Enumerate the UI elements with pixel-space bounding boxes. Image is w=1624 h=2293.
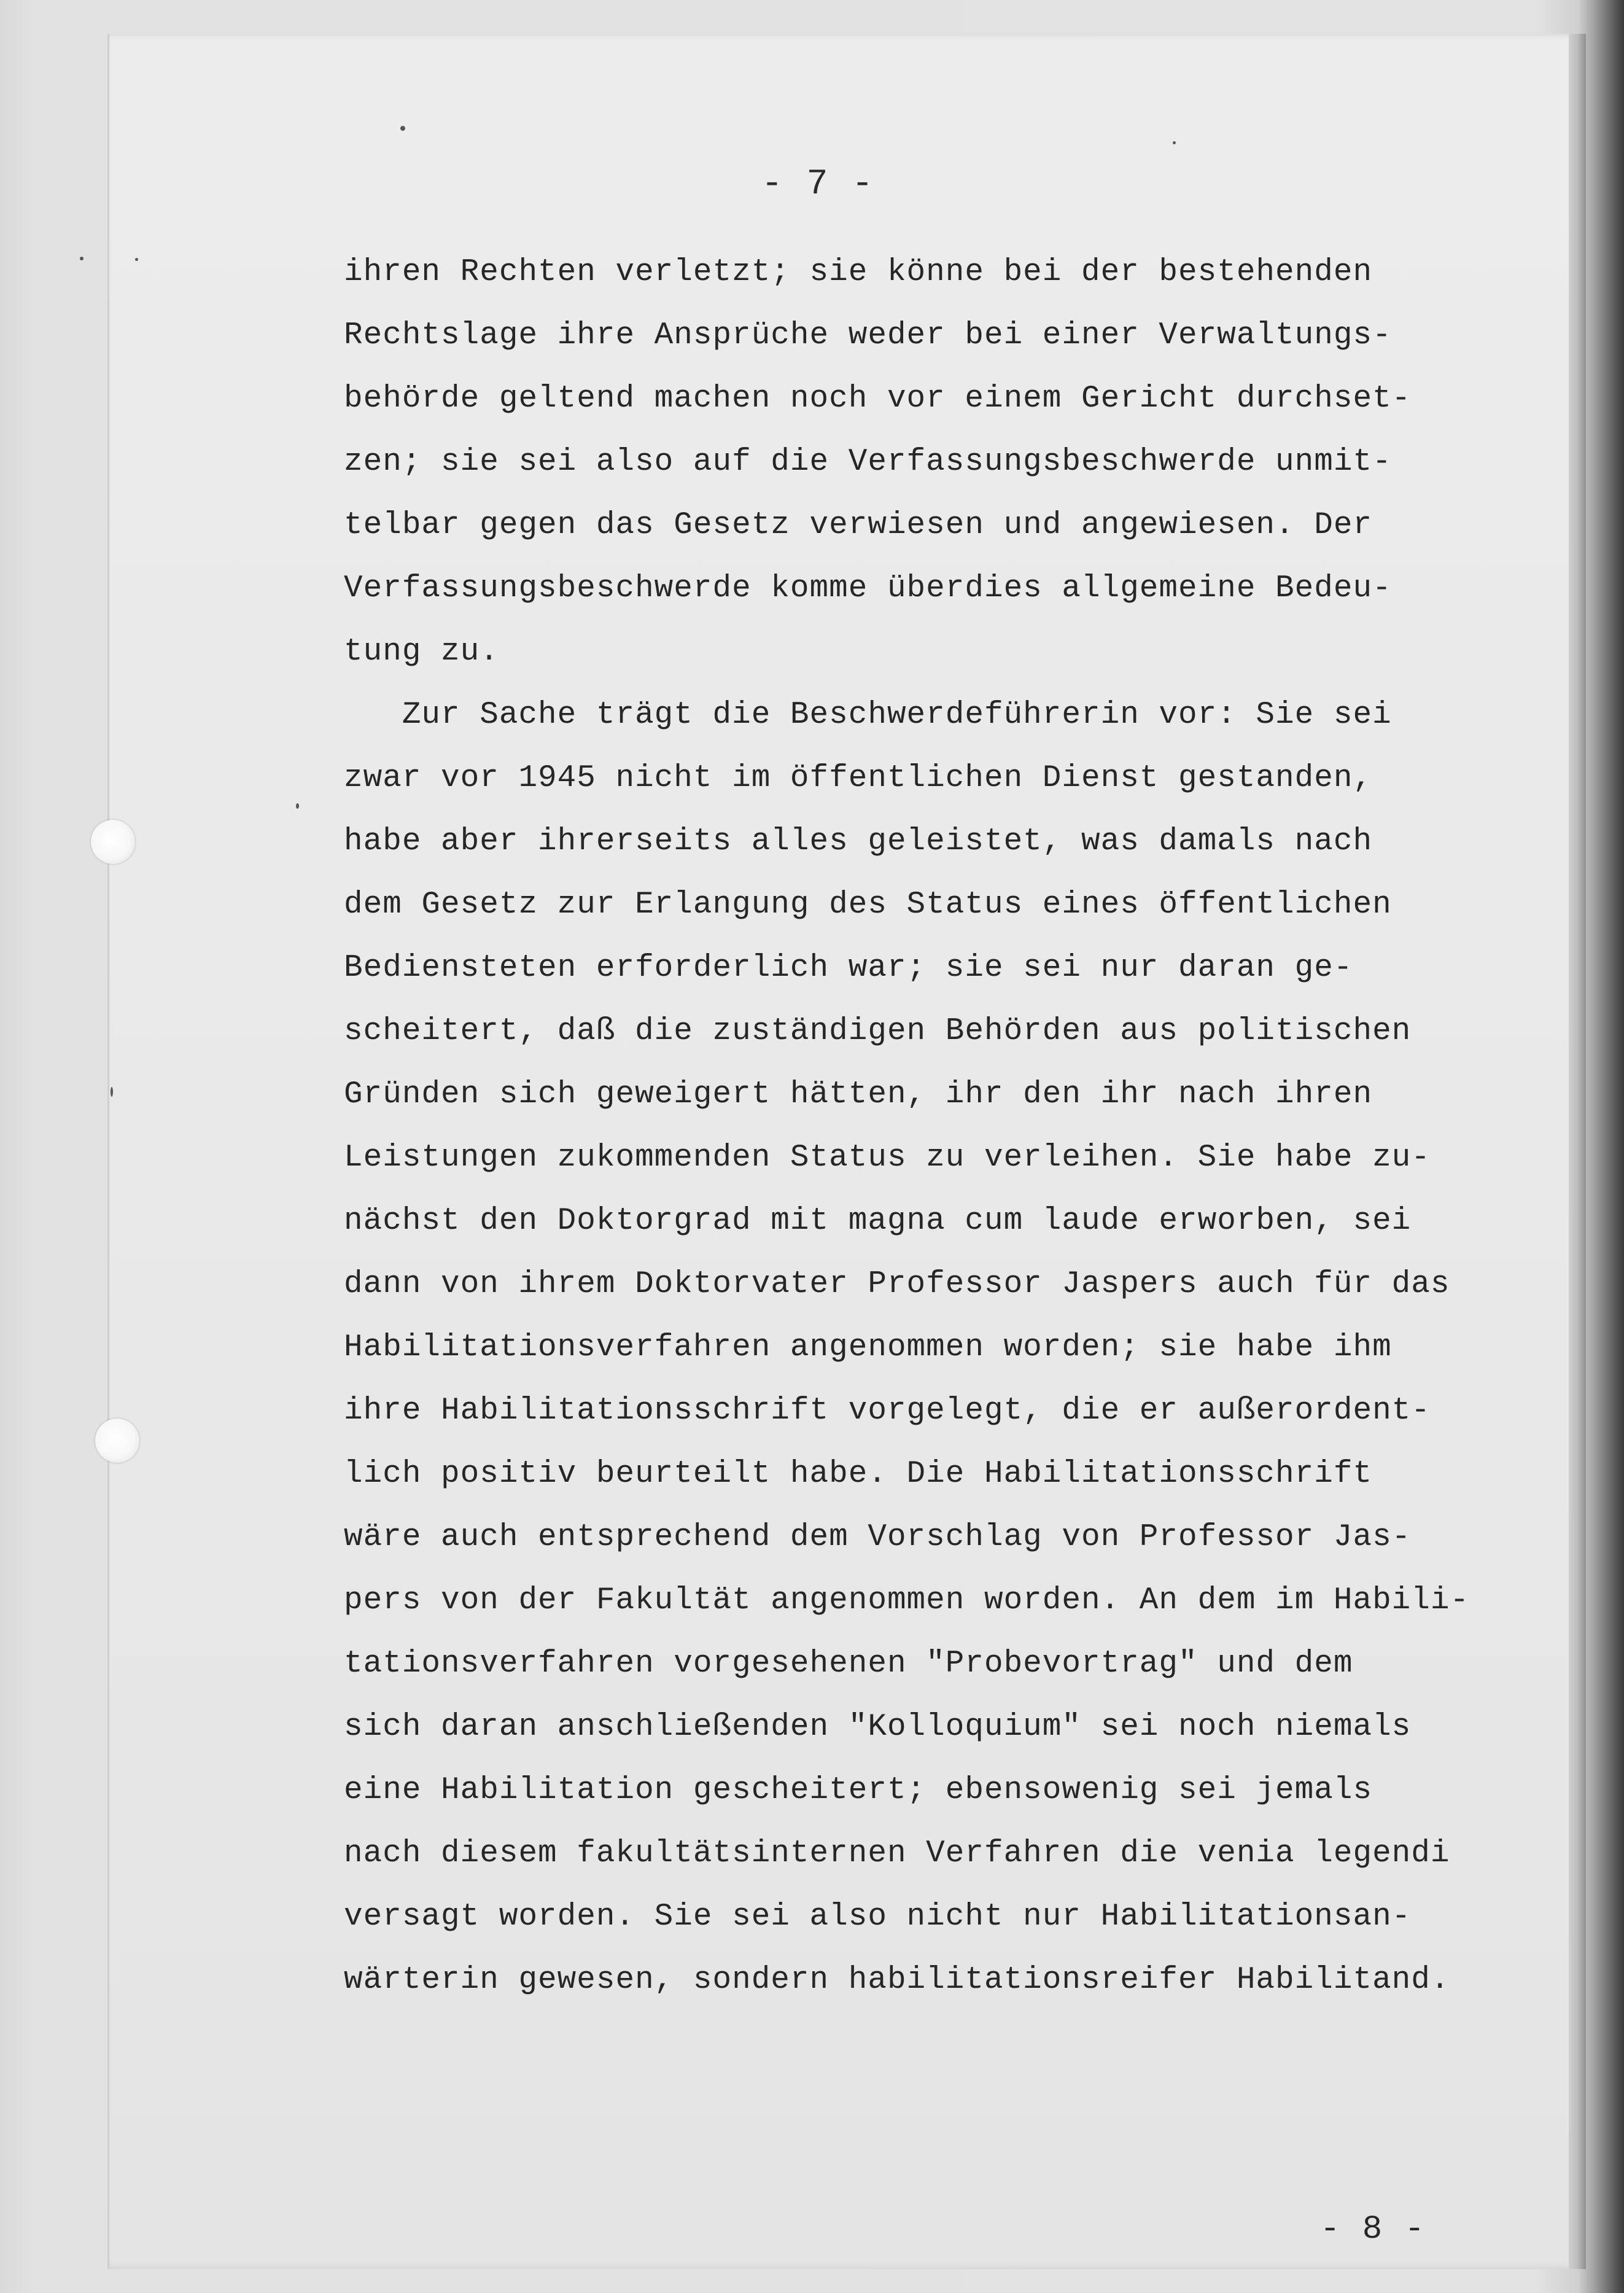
text-line: Rechtslage ihre Ansprüche weder bei einer Verwaltungs- [344, 318, 1392, 353]
text-line: nächst den Doktorgrad mit magna cum laude erworben, sei [344, 1204, 1412, 1239]
page-number: - 7 - [761, 165, 875, 204]
text-line: wärterin gewesen, sondern habilitationsreifer Habilitand. [344, 1963, 1450, 1998]
text-line: Verfassungsbeschwerde komme überdies allgemeine Bedeu- [344, 571, 1392, 606]
text-line: Gründen sich geweigert hätten, ihr den ihr nach ihren [344, 1077, 1373, 1112]
page-edge [1569, 34, 1586, 2269]
text-line: dem Gesetz zur Erlangung des Status eines öffentlichen [344, 887, 1392, 922]
speck [135, 258, 138, 261]
text-line: Habilitationsverfahren angenommen worden; sie habe ihm [344, 1330, 1392, 1365]
text-line: Bediensteten erforderlich war; sie sei nur daran ge- [344, 951, 1353, 986]
text-line: habe aber ihrerseits alles geleistet, was damals nach [344, 824, 1373, 859]
speck [296, 803, 299, 809]
text-line: pers von der Fakultät angenommen worden. An dem im Habili- [344, 1583, 1470, 1618]
text-line: Leistungen zukommenden Status zu verleihen. Sie habe zu- [344, 1140, 1431, 1175]
text-line: dann von ihrem Doktorvater Professor Jaspers auch für das [344, 1267, 1450, 1302]
catchword-next-page: - 8 - [1320, 2211, 1426, 2248]
speck [111, 1087, 113, 1097]
text-line: ihren Rechten verletzt; sie könne bei der bestehenden [344, 255, 1373, 290]
text-line: behörde geltend machen noch vor einem Gericht durchset- [344, 381, 1412, 416]
text-line: tung zu. [344, 634, 499, 669]
speck [80, 257, 84, 260]
text-line: versagt worden. Sie sei also nicht nur Habilitationsan- [344, 1899, 1412, 1934]
text-line: sich daran anschließenden "Kolloquium" sei noch niemals [344, 1710, 1412, 1745]
text-line: eine Habilitation gescheitert; ebensowenig sei jemals [344, 1773, 1373, 1808]
text-line: telbar gegen das Gesetz verwiesen und angewiesen. Der [344, 508, 1373, 543]
punch-hole-bottom [95, 1419, 139, 1463]
typed-body-text [344, 241, 1474, 2012]
speck [400, 126, 405, 131]
text-line: tationsverfahren vorgesehenen "Probevortrag" und dem [344, 1646, 1353, 1681]
text-line: nach diesem fakultätsinternen Verfahren die venia legendi [344, 1836, 1450, 1871]
punch-hole-top [91, 820, 135, 864]
text-line: zwar vor 1945 nicht im öffentlichen Dienst gestanden, [344, 761, 1373, 796]
speck [1173, 141, 1176, 144]
text-line: zen; sie sei also auf die Verfassungsbeschwerde unmit- [344, 445, 1392, 480]
text-line: wäre auch entsprechend dem Vorschlag von Professor Jas- [344, 1520, 1412, 1555]
text-line: scheitert, daß die zuständigen Behörden aus politischen [344, 1014, 1412, 1049]
text-line: lich positiv beurteilt habe. Die Habilitationsschrift [344, 1457, 1373, 1492]
text-line: ihre Habilitationsschrift vorgelegt, die er außerordent- [344, 1393, 1431, 1428]
text-line: Zur Sache trägt die Beschwerdeführerin vor: Sie sei [344, 698, 1392, 733]
